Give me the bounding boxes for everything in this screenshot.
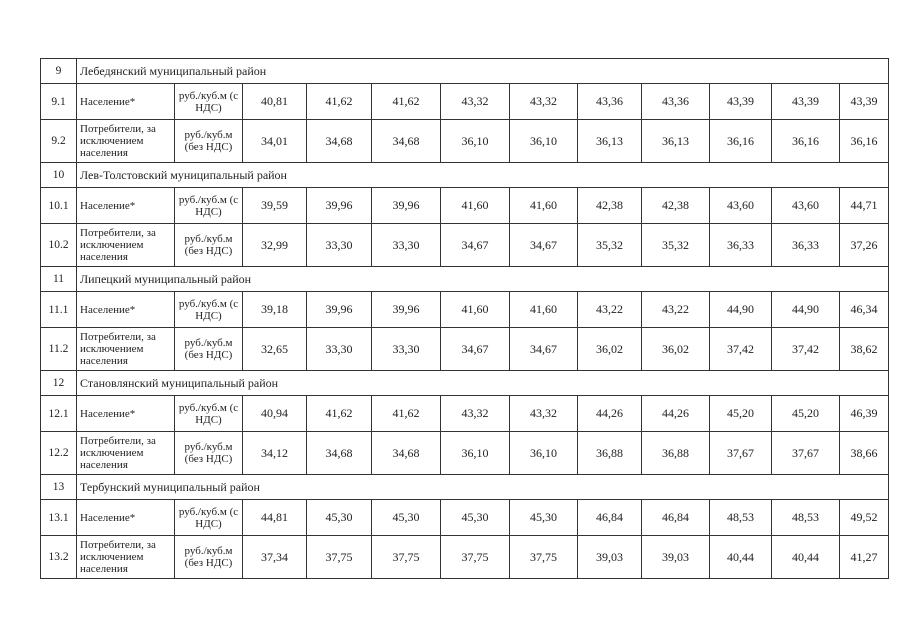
- tariff-value: 37,67: [772, 432, 840, 475]
- tariff-value: 39,96: [372, 292, 441, 328]
- tariff-value: 43,36: [642, 84, 710, 120]
- tariff-value: 38,66: [840, 432, 889, 475]
- table-row: [41, 84, 889, 120]
- tariff-value: 43,32: [510, 84, 578, 120]
- district-name: Тербунский муниципальный район: [77, 475, 889, 500]
- section-number: 10: [41, 163, 77, 188]
- row-number: 12.2: [41, 432, 77, 475]
- district-name: Лев-Толстовский муниципальный район: [77, 163, 889, 188]
- row-number: 10.1: [41, 188, 77, 224]
- tariff-value: 41,27: [840, 536, 889, 579]
- tariff-value: 34,67: [441, 328, 510, 371]
- tariff-value: 43,60: [772, 188, 840, 224]
- row-number: 9.1: [41, 84, 77, 120]
- tariff-value: 41,62: [372, 84, 441, 120]
- tariff-value: 46,39: [840, 396, 889, 432]
- tariff-value: 34,68: [372, 432, 441, 475]
- tariff-value: 33,30: [372, 328, 441, 371]
- unit-label: руб./куб.м (с НДС): [175, 84, 243, 120]
- row-number: 12.1: [41, 396, 77, 432]
- tariff-value: 45,20: [710, 396, 772, 432]
- tariff-value: 37,67: [710, 432, 772, 475]
- consumer-label: Потребители, за исключением населения: [77, 120, 175, 163]
- tariff-value: 44,26: [642, 396, 710, 432]
- consumer-label: Население*: [77, 84, 175, 120]
- tariff-value: 44,26: [578, 396, 642, 432]
- table-row: [41, 500, 889, 536]
- consumer-label: Потребители, за исключением населения: [77, 432, 175, 475]
- tariff-value: 34,68: [372, 120, 441, 163]
- tariff-value: 34,67: [510, 328, 578, 371]
- unit-label: руб./куб.м (без НДС): [175, 536, 243, 579]
- tariff-value: 39,96: [307, 188, 372, 224]
- tariff-value: 43,39: [772, 84, 840, 120]
- tariff-value: 36,16: [772, 120, 840, 163]
- table-row: [41, 188, 889, 224]
- tariff-value: 43,32: [510, 396, 578, 432]
- tariff-value: 45,30: [372, 500, 441, 536]
- tariff-value: 37,42: [710, 328, 772, 371]
- tariff-value: 48,53: [772, 500, 840, 536]
- tariff-value: 36,13: [578, 120, 642, 163]
- tariff-value: 33,30: [307, 328, 372, 371]
- tariff-value: 39,03: [642, 536, 710, 579]
- tariff-value: 45,30: [307, 500, 372, 536]
- tariff-value: 34,12: [243, 432, 307, 475]
- tariff-value: 43,32: [441, 84, 510, 120]
- section-header-row: [41, 371, 889, 396]
- tariff-value: 36,10: [510, 120, 578, 163]
- document-page: [40, 58, 888, 579]
- tariff-value: 40,44: [772, 536, 840, 579]
- tariff-value: 43,32: [441, 396, 510, 432]
- tariff-value: 34,67: [510, 224, 578, 267]
- section-header-row: [41, 475, 889, 500]
- tariff-value: 40,94: [243, 396, 307, 432]
- tariff-value: 44,90: [710, 292, 772, 328]
- tariff-value: 37,75: [441, 536, 510, 579]
- unit-label: руб./куб.м (с НДС): [175, 500, 243, 536]
- tariff-value: 45,30: [510, 500, 578, 536]
- tariff-table: [40, 58, 889, 579]
- tariff-value: 32,99: [243, 224, 307, 267]
- tariff-value: 43,60: [710, 188, 772, 224]
- tariff-value: 39,96: [307, 292, 372, 328]
- tariff-value: 34,01: [243, 120, 307, 163]
- tariff-value: 37,34: [243, 536, 307, 579]
- tariff-value: 43,22: [642, 292, 710, 328]
- tariff-value: 42,38: [642, 188, 710, 224]
- tariff-value: 43,39: [710, 84, 772, 120]
- unit-label: руб./куб.м (без НДС): [175, 432, 243, 475]
- consumer-label: Население*: [77, 396, 175, 432]
- tariff-value: 36,88: [578, 432, 642, 475]
- tariff-value: 34,68: [307, 432, 372, 475]
- consumer-label: Население*: [77, 188, 175, 224]
- tariff-value: 39,96: [372, 188, 441, 224]
- tariff-value: 36,02: [642, 328, 710, 371]
- consumer-label: Население*: [77, 292, 175, 328]
- tariff-value: 46,34: [840, 292, 889, 328]
- section-number: 11: [41, 267, 77, 292]
- tariff-value: 39,18: [243, 292, 307, 328]
- tariff-value: 49,52: [840, 500, 889, 536]
- tariff-value: 36,10: [441, 120, 510, 163]
- tariff-value: 44,90: [772, 292, 840, 328]
- tariff-value: 36,10: [510, 432, 578, 475]
- tariff-value: 37,75: [372, 536, 441, 579]
- tariff-value: 41,60: [441, 292, 510, 328]
- tariff-value: 36,16: [710, 120, 772, 163]
- tariff-value: 37,75: [307, 536, 372, 579]
- tariff-value: 41,60: [510, 292, 578, 328]
- tariff-value: 41,62: [372, 396, 441, 432]
- tariff-value: 35,32: [578, 224, 642, 267]
- row-number: 9.2: [41, 120, 77, 163]
- tariff-value: 36,13: [642, 120, 710, 163]
- tariff-value: 40,81: [243, 84, 307, 120]
- unit-label: руб./куб.м (с НДС): [175, 292, 243, 328]
- tariff-value: 43,39: [840, 84, 889, 120]
- tariff-value: 41,60: [510, 188, 578, 224]
- unit-label: руб./куб.м (без НДС): [175, 224, 243, 267]
- tariff-value: 36,33: [772, 224, 840, 267]
- tariff-value: 33,30: [372, 224, 441, 267]
- row-number: 11.1: [41, 292, 77, 328]
- consumer-label: Потребители, за исключением населения: [77, 328, 175, 371]
- tariff-value: 39,59: [243, 188, 307, 224]
- table-row: [41, 292, 889, 328]
- tariff-value: 40,44: [710, 536, 772, 579]
- section-header-row: [41, 59, 889, 84]
- row-number: 11.2: [41, 328, 77, 371]
- unit-label: руб./куб.м (без НДС): [175, 328, 243, 371]
- tariff-value: 48,53: [710, 500, 772, 536]
- tariff-value: 39,03: [578, 536, 642, 579]
- tariff-value: 34,68: [307, 120, 372, 163]
- tariff-value: 36,10: [441, 432, 510, 475]
- tariff-value: 46,84: [642, 500, 710, 536]
- table-row: [41, 224, 889, 267]
- tariff-value: 37,42: [772, 328, 840, 371]
- table-row: [41, 328, 889, 371]
- tariff-value: 44,71: [840, 188, 889, 224]
- unit-label: руб./куб.м (с НДС): [175, 188, 243, 224]
- tariff-value: 37,75: [510, 536, 578, 579]
- tariff-value: 35,32: [642, 224, 710, 267]
- section-header-row: [41, 163, 889, 188]
- tariff-value: 41,62: [307, 396, 372, 432]
- tariff-value: 36,33: [710, 224, 772, 267]
- row-number: 13.1: [41, 500, 77, 536]
- district-name: Лебедянский муниципальный район: [77, 59, 889, 84]
- table-row: [41, 120, 889, 163]
- table-row: [41, 396, 889, 432]
- tariff-value: 36,16: [840, 120, 889, 163]
- tariff-value: 42,38: [578, 188, 642, 224]
- unit-label: руб./куб.м (с НДС): [175, 396, 243, 432]
- tariff-value: 43,22: [578, 292, 642, 328]
- row-number: 13.2: [41, 536, 77, 579]
- tariff-value: 41,60: [441, 188, 510, 224]
- tariff-value: 34,67: [441, 224, 510, 267]
- consumer-label: Потребители, за исключением населения: [77, 224, 175, 267]
- tariff-value: 45,20: [772, 396, 840, 432]
- section-number: 12: [41, 371, 77, 396]
- consumer-label: Потребители, за исключением населения: [77, 536, 175, 579]
- table-row: [41, 536, 889, 579]
- section-header-row: [41, 267, 889, 292]
- tariff-value: 36,02: [578, 328, 642, 371]
- tariff-value: 38,62: [840, 328, 889, 371]
- tariff-value: 45,30: [441, 500, 510, 536]
- section-number: 13: [41, 475, 77, 500]
- tariff-value: 36,88: [642, 432, 710, 475]
- tariff-table-body: [41, 59, 889, 579]
- table-row: [41, 432, 889, 475]
- consumer-label: Население*: [77, 500, 175, 536]
- tariff-value: 44,81: [243, 500, 307, 536]
- tariff-value: 43,36: [578, 84, 642, 120]
- tariff-value: 46,84: [578, 500, 642, 536]
- tariff-value: 33,30: [307, 224, 372, 267]
- tariff-value: 32,65: [243, 328, 307, 371]
- section-number: 9: [41, 59, 77, 84]
- tariff-value: 41,62: [307, 84, 372, 120]
- unit-label: руб./куб.м (без НДС): [175, 120, 243, 163]
- district-name: Становлянский муниципальный район: [77, 371, 889, 396]
- row-number: 10.2: [41, 224, 77, 267]
- tariff-value: 37,26: [840, 224, 889, 267]
- district-name: Липецкий муниципальный район: [77, 267, 889, 292]
